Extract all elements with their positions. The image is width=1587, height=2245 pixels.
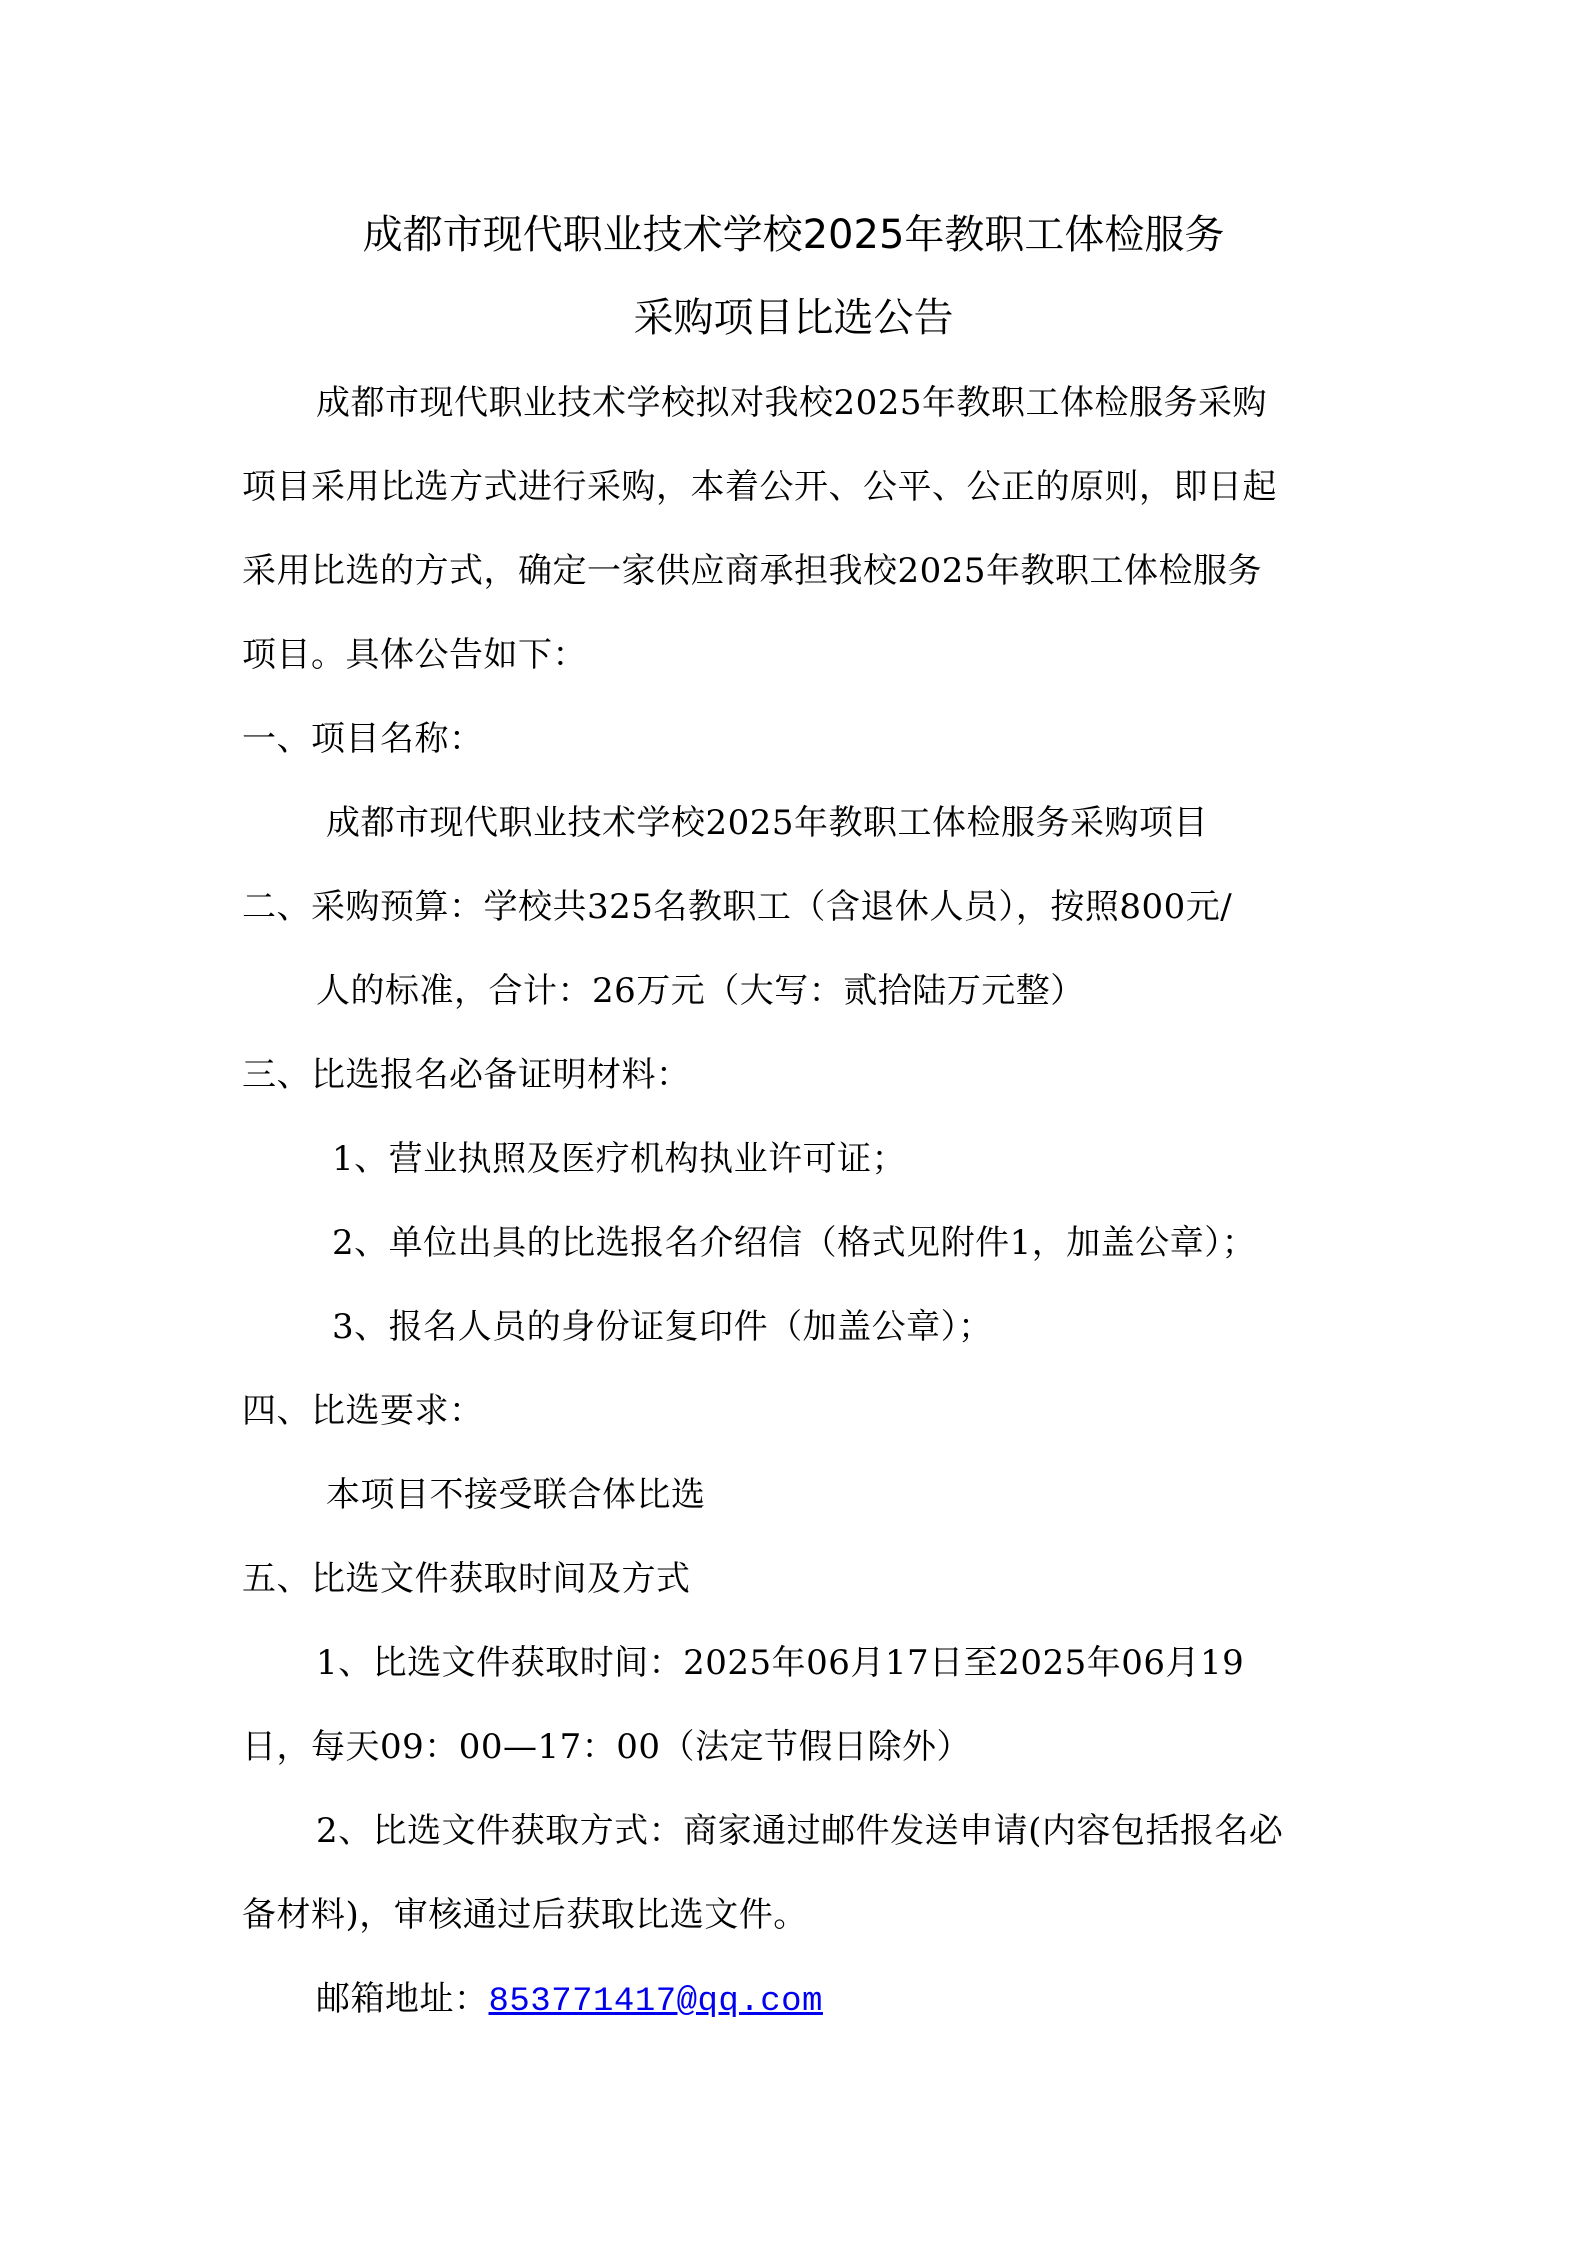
section-5-item-1-line-2: 日，每天09：00—17：00（法定节假日除外） (242, 1727, 972, 1767)
email-link[interactable]: 853771417@qq.com (488, 1983, 823, 2021)
section-4-body: 本项目不接受联合体比选 (326, 1475, 706, 1515)
email-label: 邮箱地址： (316, 1979, 489, 2019)
intro-paragraph-line: 项目采用比选方式进行采购，本着公开、公平、公正的原则，即日起 (242, 467, 1277, 507)
section-5-heading: 五、比选文件获取时间及方式 (242, 1559, 691, 1599)
section-2-line-2: 人的标准，合计：26万元（大写：贰拾陆万元整） (316, 971, 1085, 1011)
email-row (316, 1969, 823, 2029)
document-title-line-1: 成都市现代职业技术学校2025年教职工体检服务 (362, 212, 1225, 258)
section-5-item-2-line-2: 备材料)，审核通过后获取比选文件。 (242, 1895, 808, 1935)
section-1-body: 成都市现代职业技术学校2025年教职工体检服务采购项目 (326, 803, 1209, 843)
section-3-item-2: 2、单位出具的比选报名介绍信（格式见附件1，加盖公章）； (332, 1223, 1257, 1263)
section-5-item-1-line-1: 1、比选文件获取时间：2025年06月17日至2025年06月19 (316, 1643, 1245, 1683)
section-3-heading: 三、比选报名必备证明材料： (242, 1055, 691, 1095)
intro-paragraph-line: 项目。具体公告如下： (242, 635, 587, 675)
section-2-line-1: 二、采购预算：学校共325名教职工（含退休人员），按照800元/ (242, 887, 1233, 927)
document-title-line-2: 采购项目比选公告 (633, 295, 954, 341)
section-1-heading: 一、项目名称： (242, 719, 484, 759)
section-4-heading: 四、比选要求： (242, 1391, 484, 1431)
section-3-item-3: 3、报名人员的身份证复印件（加盖公章）； (332, 1307, 993, 1347)
intro-paragraph-line: 采用比选的方式，确定一家供应商承担我校2025年教职工体检服务 (242, 551, 1263, 591)
section-5-item-2-line-1: 2、比选文件获取方式：商家通过邮件发送申请(内容包括报名必 (316, 1811, 1284, 1851)
section-3-item-1: 1、营业执照及医疗机构执业许可证； (332, 1139, 907, 1179)
intro-paragraph-line: 成都市现代职业技术学校拟对我校2025年教职工体检服务采购 (316, 383, 1268, 423)
